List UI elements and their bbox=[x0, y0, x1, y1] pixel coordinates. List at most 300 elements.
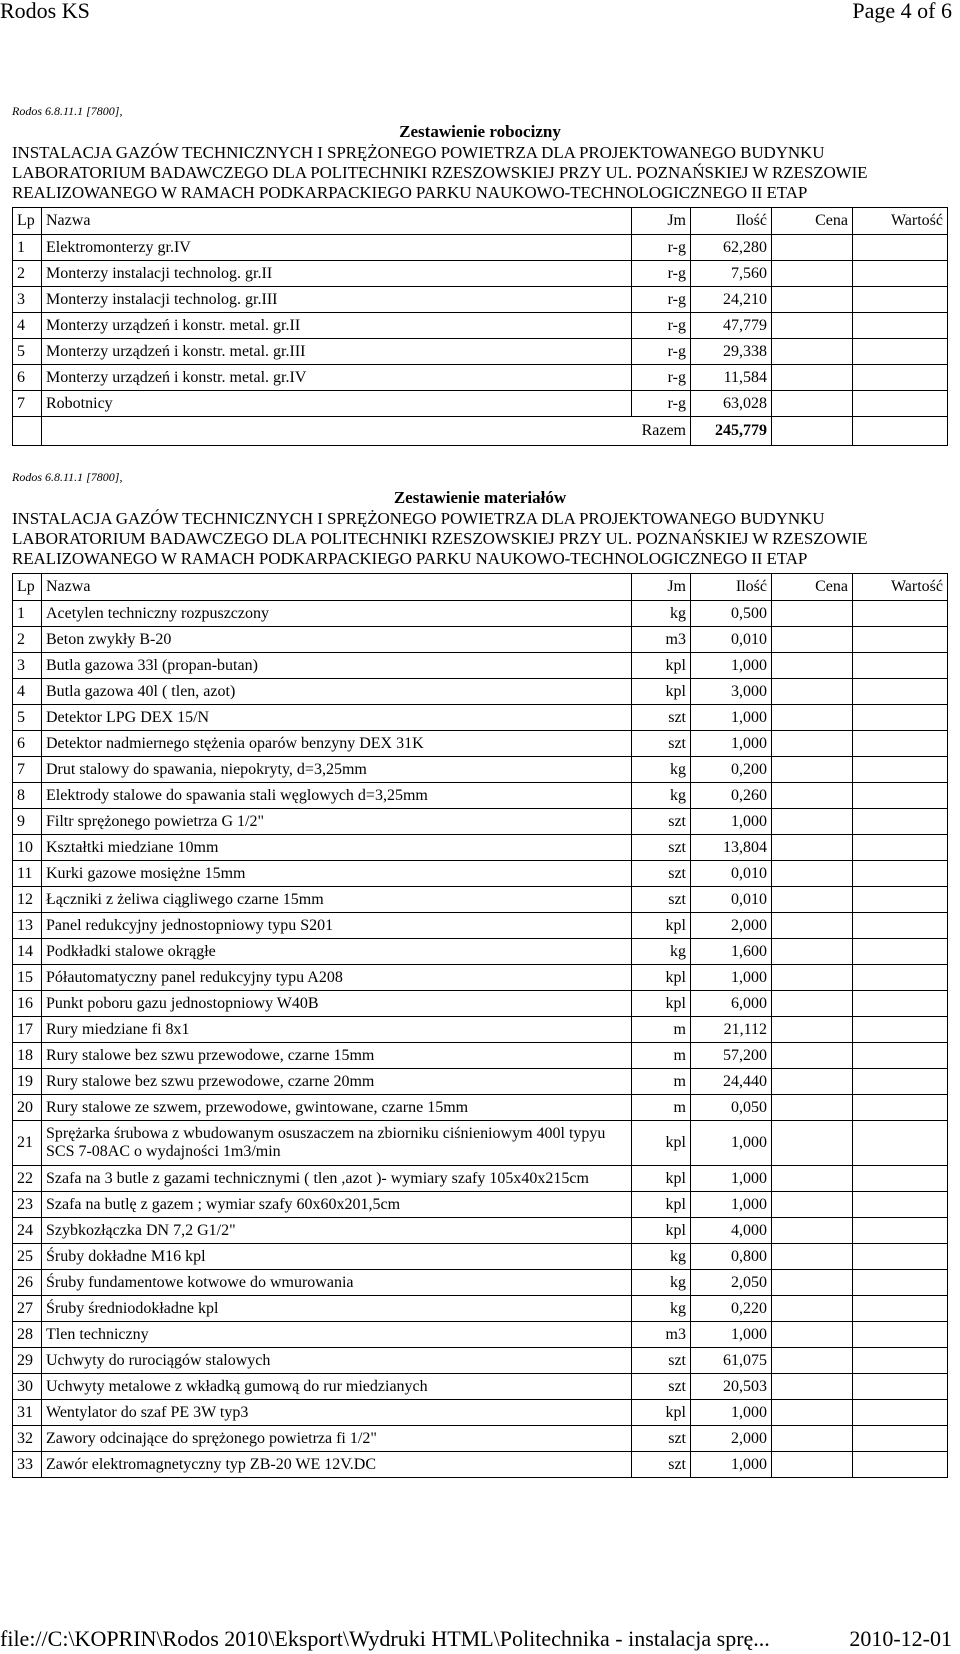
row-ilosc: 0,800 bbox=[691, 1244, 772, 1270]
table-row bbox=[13, 1270, 948, 1296]
row-jm: kg bbox=[632, 783, 691, 809]
row-ilosc: 1,000 bbox=[691, 1322, 772, 1348]
row-cena bbox=[772, 287, 853, 313]
table-row bbox=[13, 313, 948, 339]
row-ilosc: 1,000 bbox=[691, 1192, 772, 1218]
row-jm: r-g bbox=[632, 365, 691, 391]
row-wartosc bbox=[853, 365, 948, 391]
row-cena bbox=[772, 1121, 853, 1166]
table-row bbox=[13, 627, 948, 653]
row-cena bbox=[772, 679, 853, 705]
row-ilosc: 61,075 bbox=[691, 1348, 772, 1374]
col-lp: Lp bbox=[13, 208, 42, 235]
row-nazwa: Monterzy urządzeń i konstr. metal. gr.III bbox=[42, 339, 632, 365]
row-wartosc bbox=[853, 809, 948, 835]
row-wartosc bbox=[853, 1348, 948, 1374]
version-label: Rodos 6.8.11.1 [7800], bbox=[12, 104, 123, 118]
row-jm: r-g bbox=[632, 391, 691, 417]
row-lp: 15 bbox=[13, 965, 42, 991]
table-row bbox=[13, 809, 948, 835]
row-wartosc bbox=[853, 991, 948, 1017]
row-jm: kg bbox=[632, 939, 691, 965]
row-nazwa: Kurki gazowe mosiężne 15mm bbox=[42, 861, 632, 887]
row-lp: 21 bbox=[13, 1121, 42, 1166]
row-jm: szt bbox=[632, 705, 691, 731]
row-ilosc: 11,584 bbox=[691, 365, 772, 391]
row-cena bbox=[772, 339, 853, 365]
table-row bbox=[13, 1452, 948, 1478]
row-wartosc bbox=[853, 1270, 948, 1296]
row-lp: 5 bbox=[13, 339, 42, 365]
row-jm: kg bbox=[632, 1270, 691, 1296]
row-jm: szt bbox=[632, 1452, 691, 1478]
row-lp: 11 bbox=[13, 861, 42, 887]
table-row bbox=[13, 991, 948, 1017]
row-wartosc bbox=[853, 1192, 948, 1218]
row-lp: 1 bbox=[13, 601, 42, 627]
row-jm: m bbox=[632, 1043, 691, 1069]
col-nazwa: Nazwa bbox=[42, 574, 632, 601]
row-wartosc bbox=[853, 313, 948, 339]
table-row bbox=[13, 913, 948, 939]
row-jm: kpl bbox=[632, 653, 691, 679]
row-jm: kpl bbox=[632, 1166, 691, 1192]
row-wartosc bbox=[853, 261, 948, 287]
row-ilosc: 0,500 bbox=[691, 601, 772, 627]
footer-date: 2010-12-01 bbox=[849, 1626, 952, 1651]
row-jm: szt bbox=[632, 731, 691, 757]
row-lp: 20 bbox=[13, 1095, 42, 1121]
row-ilosc: 0,010 bbox=[691, 627, 772, 653]
col-cena: Cena bbox=[772, 574, 853, 601]
row-ilosc: 2,050 bbox=[691, 1270, 772, 1296]
table-row bbox=[13, 731, 948, 757]
total-wartosc bbox=[853, 417, 948, 446]
row-ilosc: 13,804 bbox=[691, 835, 772, 861]
row-lp: 5 bbox=[13, 705, 42, 731]
table-row bbox=[13, 1192, 948, 1218]
row-lp: 2 bbox=[13, 627, 42, 653]
row-wartosc bbox=[853, 679, 948, 705]
row-jm: szt bbox=[632, 1348, 691, 1374]
page-indicator: Page 4 of 6 bbox=[852, 0, 952, 23]
row-ilosc: 24,210 bbox=[691, 287, 772, 313]
row-ilosc: 1,000 bbox=[691, 653, 772, 679]
row-cena bbox=[772, 809, 853, 835]
row-ilosc: 1,000 bbox=[691, 705, 772, 731]
row-nazwa: Elektrody stalowe do spawania stali węglowych d=3,25mm bbox=[42, 783, 632, 809]
row-cena bbox=[772, 939, 853, 965]
row-cena bbox=[772, 783, 853, 809]
row-wartosc bbox=[853, 731, 948, 757]
row-jm: kg bbox=[632, 1296, 691, 1322]
row-wartosc bbox=[853, 1244, 948, 1270]
row-nazwa: Rury stalowe bez szwu przewodowe, czarne 20mm bbox=[42, 1069, 632, 1095]
table-row bbox=[13, 757, 948, 783]
row-lp: 32 bbox=[13, 1426, 42, 1452]
row-nazwa: Szafa na 3 butle z gazami technicznymi ( tlen ,azot )- wymiary szafy 105x40x215cm bbox=[42, 1166, 632, 1192]
total-lp bbox=[13, 417, 42, 446]
row-cena bbox=[772, 731, 853, 757]
row-nazwa: Drut stalowy do spawania, niepokryty, d=3,25mm bbox=[42, 757, 632, 783]
table-row bbox=[13, 287, 948, 313]
row-wartosc bbox=[853, 287, 948, 313]
row-lp: 33 bbox=[13, 1452, 42, 1478]
table-row bbox=[13, 1426, 948, 1452]
row-lp: 14 bbox=[13, 939, 42, 965]
row-cena bbox=[772, 991, 853, 1017]
row-lp: 7 bbox=[13, 757, 42, 783]
row-wartosc bbox=[853, 1296, 948, 1322]
row-nazwa: Szafa na butlę z gazem ; wymiar szafy 60x60x201,5cm bbox=[42, 1192, 632, 1218]
col-wartosc: Wartość bbox=[853, 208, 948, 235]
row-cena bbox=[772, 1166, 853, 1192]
row-cena bbox=[772, 1017, 853, 1043]
row-lp: 2 bbox=[13, 261, 42, 287]
row-nazwa: Tlen techniczny bbox=[42, 1322, 632, 1348]
col-ilosc: Ilość bbox=[691, 574, 772, 601]
row-ilosc: 57,200 bbox=[691, 1043, 772, 1069]
row-cena bbox=[772, 861, 853, 887]
row-nazwa: Łączniki z żeliwa ciągliwego czarne 15mm bbox=[42, 887, 632, 913]
row-cena bbox=[772, 1192, 853, 1218]
row-ilosc: 20,503 bbox=[691, 1374, 772, 1400]
table-row bbox=[13, 965, 948, 991]
row-nazwa: Detektor LPG DEX 15/N bbox=[42, 705, 632, 731]
materials-title: Zestawienie materiałów bbox=[393, 488, 567, 507]
row-ilosc: 1,600 bbox=[691, 939, 772, 965]
table-row bbox=[13, 861, 948, 887]
row-ilosc: 0,010 bbox=[691, 861, 772, 887]
row-lp: 6 bbox=[13, 731, 42, 757]
row-nazwa: Uchwyty metalowe z wkładką gumową do rur miedzianych bbox=[42, 1374, 632, 1400]
row-jm: r-g bbox=[632, 235, 691, 261]
row-cena bbox=[772, 1296, 853, 1322]
table-row bbox=[13, 235, 948, 261]
row-wartosc bbox=[853, 939, 948, 965]
row-nazwa: Śruby średniodokładne kpl bbox=[42, 1296, 632, 1322]
row-ilosc: 0,050 bbox=[691, 1095, 772, 1121]
row-jm: kpl bbox=[632, 679, 691, 705]
table-row bbox=[13, 1400, 948, 1426]
row-lp: 28 bbox=[13, 1322, 42, 1348]
version-label: Rodos 6.8.11.1 [7800], bbox=[12, 470, 123, 484]
table-row bbox=[13, 939, 948, 965]
col-cena: Cena bbox=[772, 208, 853, 235]
table-row bbox=[13, 365, 948, 391]
row-nazwa: Filtr sprężonego powietrza G 1/2" bbox=[42, 809, 632, 835]
row-lp: 31 bbox=[13, 1400, 42, 1426]
row-nazwa: Monterzy instalacji technolog. gr.III bbox=[42, 287, 632, 313]
row-nazwa: Rury stalowe bez szwu przewodowe, czarne 15mm bbox=[42, 1043, 632, 1069]
row-cena bbox=[772, 365, 853, 391]
row-cena bbox=[772, 1069, 853, 1095]
row-ilosc: 4,000 bbox=[691, 1218, 772, 1244]
row-ilosc: 0,010 bbox=[691, 887, 772, 913]
row-cena bbox=[772, 1244, 853, 1270]
col-ilosc: Ilość bbox=[691, 208, 772, 235]
row-cena bbox=[772, 1348, 853, 1374]
row-ilosc: 21,112 bbox=[691, 1017, 772, 1043]
row-lp: 30 bbox=[13, 1374, 42, 1400]
row-lp: 7 bbox=[13, 391, 42, 417]
total-value: 245,779 bbox=[691, 417, 772, 446]
row-lp: 24 bbox=[13, 1218, 42, 1244]
row-wartosc bbox=[853, 835, 948, 861]
row-jm: r-g bbox=[632, 287, 691, 313]
table-header bbox=[13, 574, 948, 601]
col-jm: Jm bbox=[632, 208, 691, 235]
table-row bbox=[13, 1095, 948, 1121]
row-jm: m bbox=[632, 1069, 691, 1095]
row-cena bbox=[772, 1270, 853, 1296]
row-nazwa: Szybkozłączka DN 7,2 G1/2" bbox=[42, 1218, 632, 1244]
row-ilosc: 1,000 bbox=[691, 1400, 772, 1426]
table-row bbox=[13, 653, 948, 679]
row-nazwa: Punkt poboru gazu jednostopniowy W40B bbox=[42, 991, 632, 1017]
row-wartosc bbox=[853, 1095, 948, 1121]
row-lp: 10 bbox=[13, 835, 42, 861]
row-wartosc bbox=[853, 653, 948, 679]
row-nazwa: Podkładki stalowe okrągłe bbox=[42, 939, 632, 965]
row-wartosc bbox=[853, 1017, 948, 1043]
row-jm: kg bbox=[632, 1244, 691, 1270]
row-wartosc bbox=[853, 1400, 948, 1426]
row-cena bbox=[772, 235, 853, 261]
row-nazwa: Półautomatyczny panel redukcyjny typu A208 bbox=[42, 965, 632, 991]
row-nazwa: Sprężarka śrubowa z wbudowanym osuszaczem na zbiorniku ciśnieniowym 400l typyu SCS 7-08AC o wydajności 1m3/min bbox=[42, 1121, 632, 1166]
row-wartosc bbox=[853, 887, 948, 913]
row-lp: 16 bbox=[13, 991, 42, 1017]
row-lp: 3 bbox=[13, 653, 42, 679]
row-wartosc bbox=[853, 601, 948, 627]
table-row bbox=[13, 1218, 948, 1244]
row-nazwa: Robotnicy bbox=[42, 391, 632, 417]
app-title: Rodos KS bbox=[0, 0, 90, 23]
table-row bbox=[13, 1043, 948, 1069]
row-nazwa: Panel redukcyjny jednostopniowy typu S201 bbox=[42, 913, 632, 939]
row-wartosc bbox=[853, 339, 948, 365]
col-wartosc: Wartość bbox=[853, 574, 948, 601]
row-cena bbox=[772, 391, 853, 417]
row-wartosc bbox=[853, 627, 948, 653]
row-wartosc bbox=[853, 391, 948, 417]
total-cena bbox=[772, 417, 853, 446]
table-row bbox=[13, 601, 948, 627]
project-description: INSTALACJA GAZÓW TECHNICZNYCH I SPRĘŻONEGO POWIETRZA DLA PROJEKTOWANEGO BUDYNKU LABORATORIUM BADAWCZEGO DLA POLITECHNIKI RZESZOWSKIEJ PRZY UL. POZNAŃSKIEJ W RZESZOWIE REALIZOWANEGO W RAMACH PODKARPACKIEGO PARKU NAUKOWO-TECHNOLOGICZNEGO II ETAP bbox=[12, 143, 868, 202]
row-jm: kpl bbox=[632, 1192, 691, 1218]
row-jm: m bbox=[632, 1095, 691, 1121]
row-jm: m bbox=[632, 1017, 691, 1043]
row-jm: kpl bbox=[632, 1121, 691, 1166]
row-cena bbox=[772, 965, 853, 991]
row-wartosc bbox=[853, 757, 948, 783]
row-ilosc: 1,000 bbox=[691, 1452, 772, 1478]
row-wartosc bbox=[853, 1166, 948, 1192]
row-wartosc bbox=[853, 1426, 948, 1452]
materials-section bbox=[12, 470, 948, 1478]
table-row bbox=[13, 1322, 948, 1348]
row-wartosc bbox=[853, 235, 948, 261]
row-nazwa: Kształtki miedziane 10mm bbox=[42, 835, 632, 861]
table-row bbox=[13, 705, 948, 731]
table-row bbox=[13, 261, 948, 287]
row-jm: kpl bbox=[632, 1400, 691, 1426]
row-lp: 19 bbox=[13, 1069, 42, 1095]
row-wartosc bbox=[853, 705, 948, 731]
row-cena bbox=[772, 601, 853, 627]
row-jm: kpl bbox=[632, 965, 691, 991]
row-ilosc: 63,028 bbox=[691, 391, 772, 417]
table-header bbox=[13, 208, 948, 235]
table-row bbox=[13, 1296, 948, 1322]
table-row bbox=[13, 1017, 948, 1043]
row-jm: kpl bbox=[632, 913, 691, 939]
row-cena bbox=[772, 653, 853, 679]
row-wartosc bbox=[853, 861, 948, 887]
row-lp: 3 bbox=[13, 287, 42, 313]
row-lp: 9 bbox=[13, 809, 42, 835]
row-jm: kg bbox=[632, 601, 691, 627]
row-lp: 18 bbox=[13, 1043, 42, 1069]
row-nazwa: Wentylator do szaf PE 3W typ3 bbox=[42, 1400, 632, 1426]
row-lp: 1 bbox=[13, 235, 42, 261]
row-wartosc bbox=[853, 1322, 948, 1348]
row-lp: 12 bbox=[13, 887, 42, 913]
project-description: INSTALACJA GAZÓW TECHNICZNYCH I SPRĘŻONEGO POWIETRZA DLA PROJEKTOWANEGO BUDYNKU LABORATORIUM BADAWCZEGO DLA POLITECHNIKI RZESZOWSKIEJ PRZY UL. POZNAŃSKIEJ W RZESZOWIE REALIZOWANEGO W RAMACH PODKARPACKIEGO PARKU NAUKOWO-TECHNOLOGICZNEGO II ETAP bbox=[12, 509, 868, 568]
row-ilosc: 2,000 bbox=[691, 913, 772, 939]
labor-title: Zestawienie robocizny bbox=[399, 122, 561, 141]
col-nazwa: Nazwa bbox=[42, 208, 632, 235]
row-cena bbox=[772, 835, 853, 861]
labor-section bbox=[12, 104, 948, 446]
col-jm: Jm bbox=[632, 574, 691, 601]
row-cena bbox=[772, 1095, 853, 1121]
row-cena bbox=[772, 1374, 853, 1400]
total-label: Razem bbox=[42, 417, 691, 446]
row-nazwa: Butla gazowa 33l (propan-butan) bbox=[42, 653, 632, 679]
row-jm: kg bbox=[632, 757, 691, 783]
row-ilosc: 3,000 bbox=[691, 679, 772, 705]
table-row bbox=[13, 887, 948, 913]
row-lp: 25 bbox=[13, 1244, 42, 1270]
row-ilosc: 7,560 bbox=[691, 261, 772, 287]
row-cena bbox=[772, 705, 853, 731]
col-lp: Lp bbox=[13, 574, 42, 601]
row-lp: 4 bbox=[13, 679, 42, 705]
row-ilosc: 0,260 bbox=[691, 783, 772, 809]
row-nazwa: Detektor nadmiernego stężenia oparów benzyny DEX 31K bbox=[42, 731, 632, 757]
row-cena bbox=[772, 913, 853, 939]
row-jm: m3 bbox=[632, 1322, 691, 1348]
table-row bbox=[13, 1374, 948, 1400]
row-nazwa: Monterzy urządzeń i konstr. metal. gr.IV bbox=[42, 365, 632, 391]
row-ilosc: 47,779 bbox=[691, 313, 772, 339]
row-cena bbox=[772, 627, 853, 653]
row-ilosc: 1,000 bbox=[691, 809, 772, 835]
row-cena bbox=[772, 1322, 853, 1348]
table-row bbox=[13, 1121, 948, 1166]
footer-path: file://C:\KOPRIN\Rodos 2010\Eksport\Wydruki HTML\Politechnika - instalacja sprę... bbox=[0, 1626, 770, 1651]
table-row bbox=[13, 1069, 948, 1095]
row-jm: m3 bbox=[632, 627, 691, 653]
labor-table bbox=[12, 207, 948, 446]
row-ilosc: 1,000 bbox=[691, 965, 772, 991]
row-wartosc bbox=[853, 913, 948, 939]
table-row bbox=[13, 1348, 948, 1374]
total-row bbox=[13, 417, 948, 446]
row-lp: 6 bbox=[13, 365, 42, 391]
row-lp: 17 bbox=[13, 1017, 42, 1043]
row-jm: r-g bbox=[632, 261, 691, 287]
row-nazwa: Butla gazowa 40l ( tlen, azot) bbox=[42, 679, 632, 705]
row-nazwa: Beton zwykły B-20 bbox=[42, 627, 632, 653]
row-lp: 4 bbox=[13, 313, 42, 339]
row-lp: 13 bbox=[13, 913, 42, 939]
table-row bbox=[13, 391, 948, 417]
row-cena bbox=[772, 757, 853, 783]
row-wartosc bbox=[853, 1069, 948, 1095]
row-cena bbox=[772, 1043, 853, 1069]
table-row bbox=[13, 339, 948, 365]
row-wartosc bbox=[853, 1452, 948, 1478]
row-jm: szt bbox=[632, 809, 691, 835]
row-nazwa: Elektromonterzy gr.IV bbox=[42, 235, 632, 261]
row-cena bbox=[772, 887, 853, 913]
row-nazwa: Rury stalowe ze szwem, przewodowe, gwintowane, czarne 15mm bbox=[42, 1095, 632, 1121]
row-lp: 29 bbox=[13, 1348, 42, 1374]
table-row bbox=[13, 783, 948, 809]
row-nazwa: Acetylen techniczny rozpuszczony bbox=[42, 601, 632, 627]
row-wartosc bbox=[853, 1218, 948, 1244]
row-jm: r-g bbox=[632, 339, 691, 365]
row-jm: szt bbox=[632, 887, 691, 913]
row-cena bbox=[772, 1218, 853, 1244]
row-nazwa: Zawór elektromagnetyczny typ ZB-20 WE 12V.DC bbox=[42, 1452, 632, 1478]
row-lp: 26 bbox=[13, 1270, 42, 1296]
table-row bbox=[13, 679, 948, 705]
row-nazwa: Śruby fundamentowe kotwowe do wmurowania bbox=[42, 1270, 632, 1296]
table-row bbox=[13, 835, 948, 861]
row-ilosc: 0,220 bbox=[691, 1296, 772, 1322]
row-jm: r-g bbox=[632, 313, 691, 339]
row-cena bbox=[772, 1426, 853, 1452]
row-wartosc bbox=[853, 1374, 948, 1400]
row-nazwa: Rury miedziane fi 8x1 bbox=[42, 1017, 632, 1043]
row-jm: szt bbox=[632, 1426, 691, 1452]
row-ilosc: 24,440 bbox=[691, 1069, 772, 1095]
row-lp: 8 bbox=[13, 783, 42, 809]
row-nazwa: Zawory odcinające do sprężonego powietrza fi 1/2" bbox=[42, 1426, 632, 1452]
row-ilosc: 1,000 bbox=[691, 731, 772, 757]
row-lp: 27 bbox=[13, 1296, 42, 1322]
row-ilosc: 0,200 bbox=[691, 757, 772, 783]
row-ilosc: 62,280 bbox=[691, 235, 772, 261]
row-cena bbox=[772, 1452, 853, 1478]
row-nazwa: Uchwyty do rurociągów stalowych bbox=[42, 1348, 632, 1374]
row-ilosc: 2,000 bbox=[691, 1426, 772, 1452]
row-nazwa: Monterzy urządzeń i konstr. metal. gr.II bbox=[42, 313, 632, 339]
row-lp: 23 bbox=[13, 1192, 42, 1218]
row-wartosc bbox=[853, 783, 948, 809]
row-ilosc: 1,000 bbox=[691, 1166, 772, 1192]
row-nazwa: Śruby dokładne M16 kpl bbox=[42, 1244, 632, 1270]
row-cena bbox=[772, 261, 853, 287]
row-jm: kpl bbox=[632, 991, 691, 1017]
row-wartosc bbox=[853, 965, 948, 991]
row-lp: 22 bbox=[13, 1166, 42, 1192]
row-nazwa: Monterzy instalacji technolog. gr.II bbox=[42, 261, 632, 287]
